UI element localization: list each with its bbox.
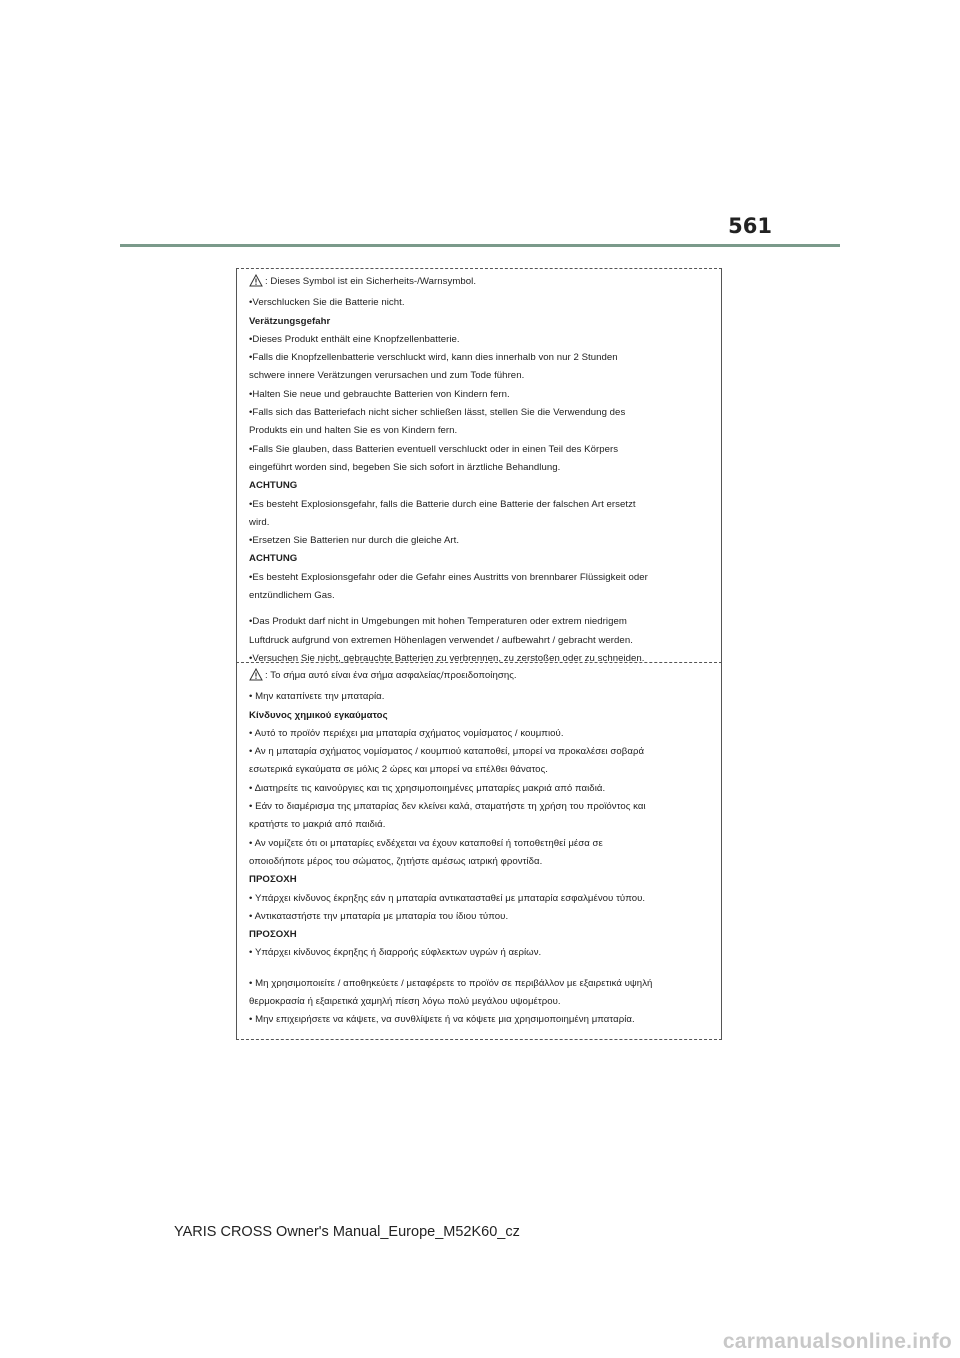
german-text-line: •Dieses Produkt enthält eine Knopfzellenbatterie. bbox=[249, 333, 460, 345]
german-text-heading: ACHTUNG bbox=[249, 553, 298, 565]
greek-text-heading: Κίνδυνος χημικού εγκαύματος bbox=[249, 709, 388, 721]
footer-manual-title: YARIS CROSS Owner's Manual_Europe_M52K60_cz bbox=[174, 1224, 520, 1240]
greek-text-line: θερμοκρασία ή εξαιρετικά χαμηλή πίεση λόγω πολύ μεγάλου υψομέτρου. bbox=[249, 996, 561, 1008]
greek-lines-group-2 bbox=[249, 975, 709, 1030]
german-text-line: Luftdruck aufgrund von extremen Höhenlagen verwendet / aufbewahrt / gebracht werden. bbox=[249, 634, 633, 646]
german-symbol-line bbox=[249, 273, 709, 294]
greek-text-line: • Αυτό το προϊόν περιέχει μια μπαταρία σχήματος νομίσματος / κουμπιού. bbox=[249, 727, 564, 739]
warning-triangle-icon bbox=[249, 274, 263, 294]
german-text-line: •Halten Sie neue und gebrauchte Batterien von Kindern fern. bbox=[249, 388, 510, 400]
greek-text-line: • Αντικαταστήστε την μπαταρία με μπαταρία του ίδιου τύπου. bbox=[249, 910, 509, 922]
greek-text-line: • Διατηρείτε τις καινούργιες και τις χρησιμοποιημένες μπαταρίες μακριά από παιδιά. bbox=[249, 782, 606, 794]
german-text-line: schwere innere Verätzungen verursachen und zum Tode führen. bbox=[249, 370, 525, 382]
german-text-line: •Das Produkt darf nicht in Umgebungen mit hohen Temperaturen oder extrem niedrigem bbox=[249, 616, 627, 628]
greek-text-heading: ΠΡΟΣΟΧΗ bbox=[249, 874, 297, 886]
greek-text-line: • Εάν το διαμέρισμα της μπαταρίας δεν κλείνει καλά, σταματήστε τη χρήση του προϊόντος και bbox=[249, 801, 646, 813]
greek-text-line: • Μην επιχειρήσετε να κάψετε, να συνθλίψετε ή να κόψετε μια χρησιμοποιημένη μπαταρία. bbox=[249, 1014, 635, 1026]
german-text-line: •Es besteht Explosionsgefahr oder die Gefahr eines Austritts von brennbarer Flüssigkeit oder bbox=[249, 571, 648, 583]
greek-text-line: • Υπάρχει κίνδυνος έκρηξης ή διαρροής εύφλεκτων υγρών ή αερίων. bbox=[249, 947, 542, 959]
german-text-line: •Versuchen Sie nicht, gebrauchte Batterien zu verbrennen, zu zerstoßen oder zu schneiden. bbox=[249, 652, 645, 664]
watermark: carmanualsonline.info bbox=[722, 1330, 952, 1353]
greek-text-line: εσωτερικά εγκαύματα σε μόλις 2 ώρες και μπορεί να επέλθει θάνατος. bbox=[249, 764, 548, 776]
spacer bbox=[249, 605, 709, 613]
warning-triangle-icon bbox=[249, 668, 263, 688]
german-text-line: •Verschlucken Sie die Batterie nicht. bbox=[249, 297, 405, 309]
german-text-line: •Ersetzen Sie Batterien nur durch die gleiche Art. bbox=[249, 535, 460, 547]
greek-text-line: • Υπάρχει κίνδυνος έκρηξης εάν η μπαταρία αντικατασταθεί με μπαταρία εσφαλμένου τύπου. bbox=[249, 892, 646, 904]
german-text-line: •Falls sich das Batteriefach nicht sicher schließen lässt, stellen Sie die Verwendung des bbox=[249, 407, 626, 419]
german-text-line: •Falls die Knopfzellenbatterie verschluckt wird, kann dies innerhalb von nur 2 Stunden bbox=[249, 352, 618, 364]
german-text-line: •Es besteht Explosionsgefahr, falls die Batterie durch eine Batterie der falschen Art ersetzt bbox=[249, 498, 636, 510]
greek-symbol-line bbox=[249, 667, 709, 688]
greek-lines-group-1 bbox=[249, 688, 709, 962]
greek-text-line: • Αν η μπαταρία σχήματος νομίσματος / κουμπιού καταποθεί, μπορεί να προκαλέσει σοβαρά bbox=[249, 746, 645, 758]
german-lines-group-2 bbox=[249, 613, 709, 668]
greek-text-line: οποιοδήποτε μέρος του σώματος, ζητήστε αμέσως ιατρική φροντίδα. bbox=[249, 855, 543, 867]
greek-text-line: • Μην καταπίνετε την μπαταρία. bbox=[249, 691, 385, 703]
greek-text-line: • Μη χρησιμοποιείτε / αποθηκεύετε / μεταφέρετε το προϊόν σε περιβάλλον με εξαιρετικά υψηλή bbox=[249, 977, 653, 989]
greek-text-line: κρατήστε το μακριά από παιδιά. bbox=[249, 819, 386, 831]
german-text-line: entzündlichem Gas. bbox=[249, 590, 335, 602]
german-text-heading: Verätzungsgefahr bbox=[249, 315, 331, 327]
german-text-line: eingeführt worden sind, begeben Sie sich sofort in ärztliche Behandlung. bbox=[249, 461, 561, 473]
german-symbol-text: : Dieses Symbol ist ein Sicherheits-/Warnsymbol. bbox=[265, 276, 477, 287]
spacer bbox=[249, 963, 709, 975]
german-text-line: Produkts ein und halten Sie es von Kindern fern. bbox=[249, 425, 458, 437]
greek-text-line: • Αν νομίζετε ότι οι μπαταρίες ενδέχεται να έχουν καταποθεί ή τοποθετηθεί μέσα σε bbox=[249, 837, 603, 849]
german-text-line: •Falls Sie glauben, dass Batterien eventuell verschluckt oder in einen Teil des Körpers bbox=[249, 443, 619, 455]
german-lines-group-1 bbox=[249, 294, 709, 605]
page-number: 561 bbox=[728, 214, 772, 238]
german-warning-block bbox=[236, 268, 722, 662]
german-text-line: wird. bbox=[249, 516, 270, 528]
header-rule bbox=[120, 244, 840, 247]
greek-symbol-text: : Το σήμα αυτό είναι ένα σήμα ασφαλείας/προειδοποίησης. bbox=[265, 670, 517, 681]
greek-warning-block bbox=[236, 662, 722, 1040]
german-text-heading: ACHTUNG bbox=[249, 480, 298, 492]
greek-text-heading: ΠΡΟΣΟΧΗ bbox=[249, 929, 297, 941]
